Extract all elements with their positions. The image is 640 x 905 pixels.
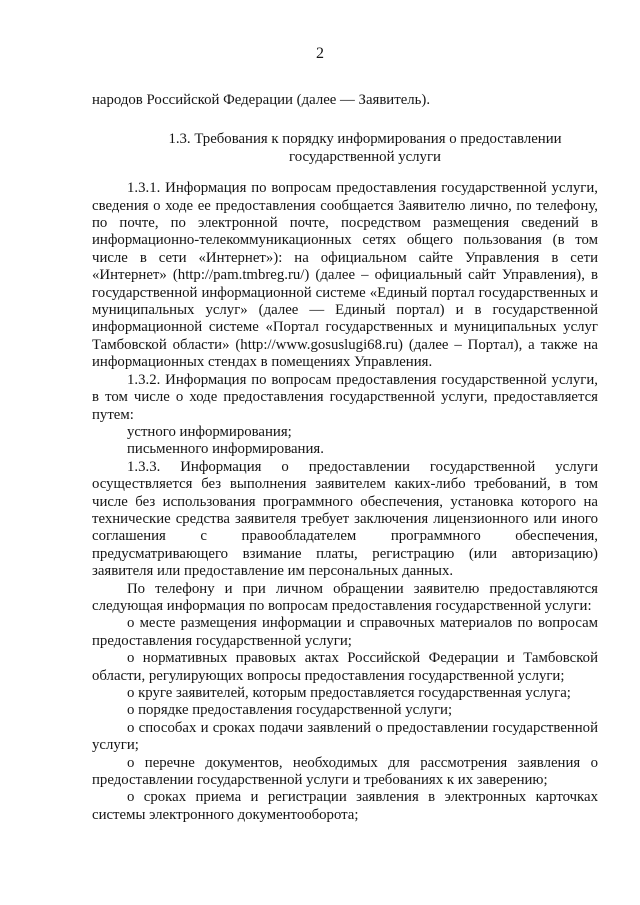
section-heading-line-2: государственной услуги — [289, 148, 441, 165]
list-item-written: письменного информирования. — [127, 441, 324, 458]
list-item-applicants: о круге заявителей, которым предоставляется государственная услуга; — [127, 685, 571, 701]
paragraph-phone-info: По телефону и при личном обращении заявителю предоставляются следующая информация по вопросам предоставления государственной услуги: — [92, 580, 598, 614]
document-body — [92, 92, 598, 824]
list-item-registration-terms: о сроках приема и регистрации заявления в электронных карточках системы электронного документооборота; — [92, 789, 598, 823]
paragraph-1-3-2: 1.3.2. Информация по вопросам предоставления государственной услуги, в том числе о ходе предоставления государственной услуги, предоставляется путем: — [92, 371, 598, 423]
section-heading — [92, 131, 598, 166]
list-item-procedure: о порядке предоставления государственной услуги; — [127, 702, 453, 719]
section-heading-line-1: 1.3. Требования к порядку информирования о предоставлении — [168, 131, 562, 148]
list-item-oral: устного информирования; — [127, 423, 292, 440]
page-number: 2 — [316, 45, 324, 62]
list-item-legal-acts: о нормативных правовых актах Российской Федерации и Тамбовской области, регулирующих вопросы предоставления государственной услуги; — [92, 650, 598, 684]
lead-line: народов Российской Федерации (далее — Заявитель). — [92, 92, 431, 108]
list-item-documents: о перечне документов, необходимых для рассмотрения заявления о предоставлении государственной услуги и требованиях к их заверению; — [92, 754, 598, 789]
list-item-info-location: о месте размещения информации и справочных материалов по вопросам предоставления государственной услуги; — [92, 615, 598, 649]
list-item-submission-methods: о способах и сроках подачи заявлений о предоставлении государственной услуги; — [92, 719, 598, 754]
paragraph-1-3-1: 1.3.1. Информация по вопросам предоставления государственной услуги, сведения о ходе ее предоставления сообщается Заявителю лично, по телефону, по почте, по электронной почте, посредством размещения сведений в информационно-телекоммуникационных сетях общего пользования (в том числе в сети «Интернет»): на официальном сайте Управления в сети «Интернет» (http://pam.tmbreg.ru/) (далее – официальный сайт Управления), в государственной информационной системе «Единый портал государственных и муниципальных услуг» (далее — Единый портал) и в государственной информационной системе «Портал государственных и муниципальных услуг Тамбовской области» (http://www.gosuslugi68.ru) (далее – Портал), а также на информационных стендах в помещениях Управления. — [92, 180, 598, 371]
paragraph-1-3-3: 1.3.3. Информация о предоставлении государственной услуги осуществляется без выполнения заявителем каких-либо требований, в том числе без использования программного обеспечения, установка которого на технические средства заявителя требует заключения лицензионного или иного соглашения с правообладателем программного обеспечения, предусматривающего взимание платы, регистрацию (или авторизацию) заявителя или предоставление им персональных данных. — [92, 458, 598, 580]
